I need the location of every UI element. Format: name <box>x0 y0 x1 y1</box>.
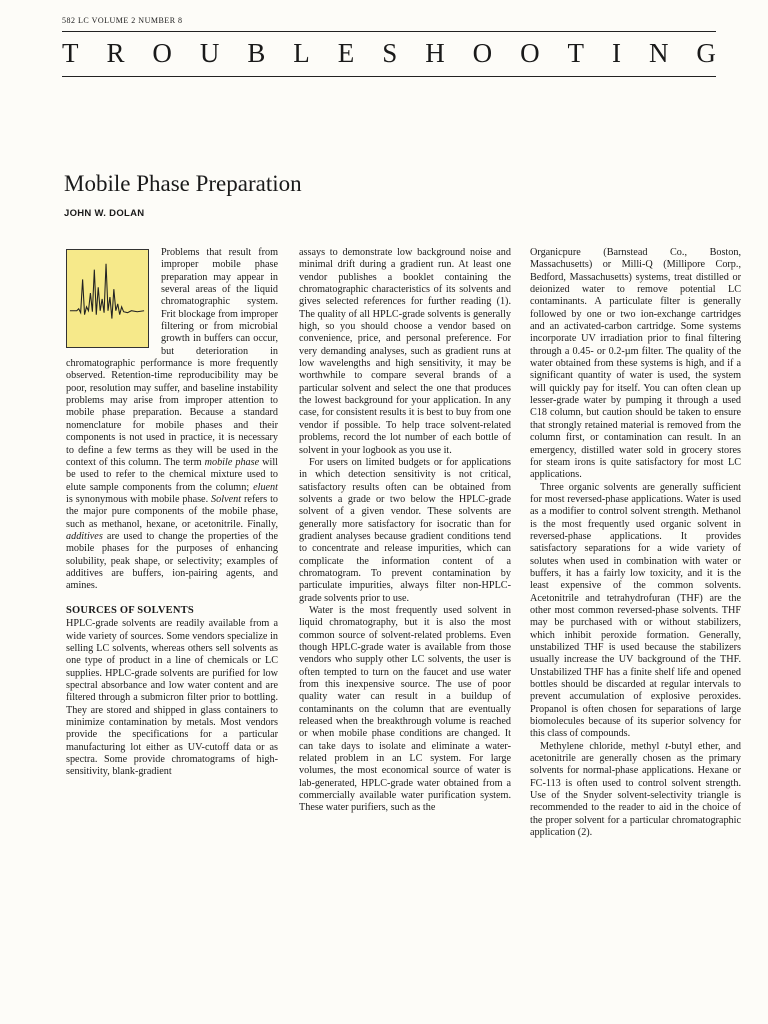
paragraph: Water is the most frequently used solvent in liquid chromatography, but it is also the most common source of solvent-related problems. Even though HPLC-grade water is available from those vendors who supply other LC solvents, the user is often tempted to turn on the faucet and use water from this inexpensive source. The use of poor quality water can result in a buildup of contaminants on the column that are eventually released when the breakthrough volume is reached or when mobile phase conditions are changed. It can take days to isolate and eliminate a water-related problem in an LC system. For large volumes, the most economical source of water is lab-generated, HPLC-grade water obtained from a commercially available water purification system. These water purifiers, such as the <box>299 604 511 814</box>
department-letter: O <box>520 38 540 68</box>
intro-paragraph: Problems that result from improper mobile phase preparation may appear in several areas of the liquid chromatographic system. Frit blockage from improper filtering or from microbial growth in buffers can occur, but deterioration in chromatographic performance is more frequently observed. Retention-time reproducibility may be poor, resolution may suffer, and baseline instability problems may arise from improper attention to mobile phase preparation. Because a standard nomenclature for mobile phases and their components is not used in practice, it is necessary to define a few terms as they will be used in the context of this column. The term mobile phase will be used to refer to the chemical mixture used to elute sample components from the column; eluent is synonymous with mobile phase. Solvent refers to the major pure components of the mobile phase, such as methanol, hexane, or acetonitrile. Finally, additives are used to change the properties of the mobile phases for the purposes of enhancing solubility, peak shape, or selectivity; examples of additives are buffers, ion-pairing agents, and amines. <box>66 247 278 592</box>
paragraph: For users on limited budgets or for applications in which detection sensitivity is not critical, satisfactory results often can be obtained from solvents a grade or two below the HPLC-grade solvent of a given vendor. These solvents are generally more satisfactory for isocratic than for gradient analyses because gradient conditions tend to concentrate and release impurities, which can complicate the information content of a chromatogram. To prevent contamination by particulate impurities, always filter non-HPLC-grade solvents prior to use. <box>299 456 511 604</box>
chromatogram-icon <box>66 249 149 348</box>
department-rule <box>62 76 716 77</box>
department-letter: G <box>696 38 716 68</box>
department-letter: L <box>293 38 310 68</box>
column-3 <box>530 247 741 840</box>
running-header: 582 LC VOLUME 2 NUMBER 8 <box>62 16 183 25</box>
term-additives: additives <box>66 530 103 542</box>
department-letter: N <box>648 38 669 68</box>
term-eluent: eluent <box>253 481 278 493</box>
term-mobile-phase: mobile phase <box>204 456 260 468</box>
paragraph: Three organic solvents are generally sufficient for most reversed-phase applications. Water is used as a modifier to control solvent strength. Methanol is the most frequently used organic solvent in reversed-phase applications. It provides satisfactory separations for a wide variety of solutes when used in combination with water or buffers, it has a fairly low toxicity, and it is the least expensive of the common solvents. Acetonitrile and tetrahydrofuran (THF) are the other most common reversed-phase solvents. THF may be purchased with or without stabilizers, which inhibit peroxide formation. Generally, unstabilized THF is used because the stabilizers usually increase the UV background of the THF. Unstabilized THF has a finite shelf life and opened bottles should be discarded at regular intervals to prevent accumulation of explosive peroxides. Propanol is often chosen for separations of large biomolecules because of its superior solvency for this class of compounds. <box>530 481 741 740</box>
article-title: Mobile Phase Preparation <box>64 171 302 196</box>
sources-paragraph: HPLC-grade solvents are readily available from a wide variety of sources. Some vendors specialize in selling LC solvents, whereas others sell solvents as one type of product in a line of chemicals or LC supplies. HPLC-grade solvents are purified for low spectral absorbance and low water content and are filtered through a submicron filter prior to bottling. They are stored and shipped in glass containers to minimize contamination by metals. Most vendors provide the specifications for a particular manufacturing lot either as UV-cutoff data or as spectra. Some provide chromatograms of high-sensitivity, blank-gradient <box>66 618 278 778</box>
paragraph: assays to demonstrate low background noise and minimal drift during a gradient run. At least one vendor publishes a booklet containing the chromatographic characteristics of its solvents and gives selected references for further reading (1). The quality of all HPLC-grade solvents is generally high, so you should choose a vendor based on convenience, price, and personal preference. For very demanding analyses, such as gradient runs at low wavelengths and high sensitivity, it may be worthwhile to compare several brands of a particular solvent and select the one that produces the lowest background for your application. In any case, for consistent results it is best to buy from one vendor if possible. To help trace solvent-related problems, record the lot number of each bottle of solvent in your logbook as you use it. <box>299 247 511 456</box>
term-solvent: Solvent <box>211 493 242 505</box>
department-letter: T <box>567 38 585 68</box>
department-letter: U <box>199 38 220 68</box>
department-letter: R <box>106 38 125 68</box>
column-2 <box>299 247 511 815</box>
department-letter: O <box>472 38 493 68</box>
department-letter: T <box>62 38 79 68</box>
department-letter: I <box>612 38 621 68</box>
department-letter: S <box>382 38 398 68</box>
header-rule <box>62 31 716 32</box>
section-heading: SOURCES OF SOLVENTS <box>66 604 194 616</box>
paragraph: Organicpure (Barnstead Co., Boston, Massachusetts) or Milli-Q (Millipore Corp., Bedford, Massachusetts) systems, treat distilled or deionized water to remove potential LC contaminants. A particulate filter is generally followed by one or two ion-exchange cartridges and an activated-carbon cartridge. Some systems incorporate UV irradiation prior to final filtering through a 0.45- or 0.2-µm filter. The quality of the water obtained from these systems is high, and if a significant quantity of water is used, the system will quickly pay for itself. You can often clean up lesser-grade water by pumping it through a used C18 column, but caution should be taken to ensure that strongly retained material is removed from the column first, or contamination can result. In an emergency, distilled water sold in grocery stores for steam irons is quite satisfactory for most LC applications. <box>530 247 741 481</box>
department-letter: B <box>247 38 266 68</box>
department-letter: E <box>337 38 355 68</box>
paragraph: Methylene chloride, methyl t-butyl ether, and acetonitrile are generally chosen as the primary solvents for normal-phase applications. Hexane or FC-113 is often used to control solvent strength. Use of the Snyder solvent-selectivity triangle is recommended to the reader to aid in the choice of the proper solvent for a particular chromatographic application (2). <box>530 740 741 839</box>
department-letter: H <box>425 38 445 68</box>
article-author: JOHN W. DOLAN <box>64 208 145 219</box>
department-title <box>62 38 716 74</box>
column-1 <box>66 247 278 779</box>
department-letter: O <box>152 38 172 68</box>
